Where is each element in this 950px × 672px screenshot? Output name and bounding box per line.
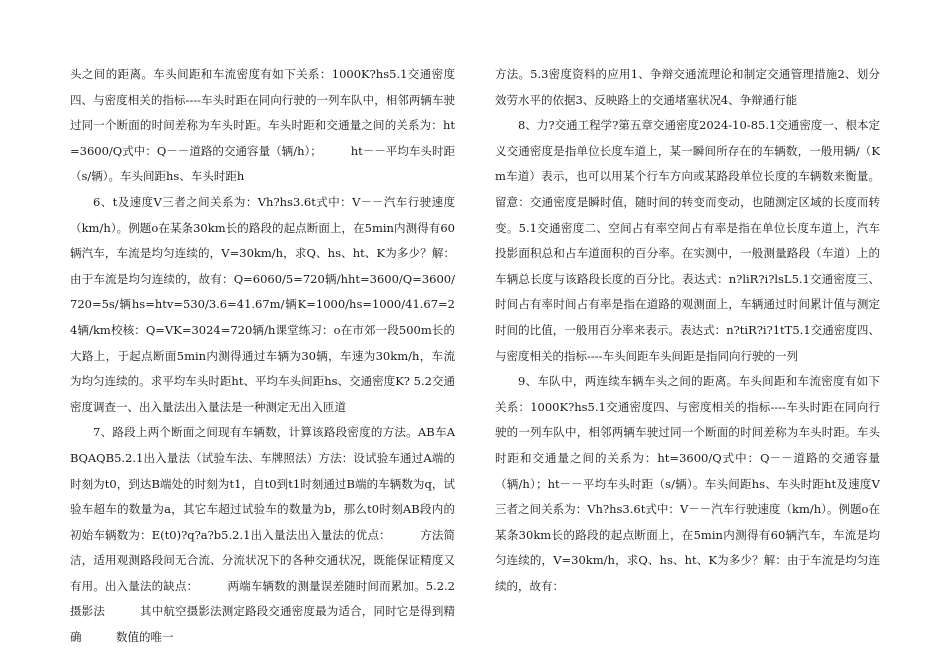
right-column [495,62,880,599]
paragraph-item-9-headway: 9、车队中，两连续车辆车头之间的距离。车头间距和车流密度有如下关系：1000K?hs5.1交通密度四、与密度相关的指标----车头时距在同向行驶的一列车队中，相邻两辆车驶过同一个断面的时间差称为车头时距。车头时距和交通量之间的关系为：ht=3600/Q式中：Q－－道路的交通容量（辆/h）；ht－－平均车头时距（s/辆）。车头间距hs、车头时距ht及速度V三者之间关系为：Vh?hs3.6t式中：V－－汽车行驶速度（km/h）。例题o在某条30km长的路段的起点断面上，在5min内测得有60辆汽车，车流是均匀连续的，V=30km/h，求Q、hs、ht、K为多少？解：由于车流是均匀连续的，故有： [495,374,880,593]
paragraph-item-6-speed-example: 6、t及速度V三者之间关系为：Vh?hs3.6t式中：V－－汽车行驶速度（km/h）。例题o在某条30km长的路段的起点断面上，在5min内测得有60辆汽车，车流是均匀连续的，V=30km/h，求Q、hs、ht、K为多少？解：由于车流是均匀连续的，故有：Q=6060/5=720辆/hht=3600/Q=3600/720=5s/辆hs=htv=530/3.6=41.67m/辆K=1000/hs=1000/41.67=24辆/km校核：Q=VK=3024=720辆/h课堂练习：o在市郊一段500m长的大路上，于起点断面5min内测得通过车辆为30辆，车速为30km/h，车流为均匀连续的。求平均车头时距ht、平均车头间距hs、交通密度K? 5.2交通密度调查一、出入量法出入量法是一种测定无出入匝道 [70,194,455,414]
paragraph-density-applications: 方法。5.3密度资料的应用1、争辩交通流理论和制定交通管理措施2、划分效劳水平的依据3、反映路上的交通堵塞状况4、争辩通行能 [495,67,880,107]
paragraph-item-7-inflow-outflow: 7、路段上两个断面之间现有车辆数，计算该路段密度的方法。AB车ABQAQB5.2.1出入量法（试验车法、车牌照法）方法：设试验车通过A端的时刻为t0，到达B端处的时刻为t1，自t0到t1时刻通过B端的车辆数为q，试验车超车的数量为a，其它车超过试验车的数量为b，那么t0时刻AB段内的初始车辆数为：E(t0)?q?a?b5.2.1出入量法出入量法的优点： 方法简洁，适用观测路段间无合流、分流状况下的各种交通状况，既能保证精度又有用。出入量法的缺点： 两端车辆数的测量误差随时间而累加。5.2.2摄影法 其中航空摄影法测定路段交通密度最为适合，同时它是得到精确 数值的唯一 [70,425,455,645]
left-column [70,62,455,651]
paragraph-headway-relations: 头之间的距离。车头间距和车流密度有如下关系：1000K?hs5.1交通密度四、与密度相关的指标----车头时距在同向行驶的一列车队中，相邻两辆车驶过同一个断面的时间差称为车头时距。车头时距和交通量之间的关系为：ht=3600/Q式中：Q－－道路的交通容量（辆/h）； ht－－平均车头时距（s/辆）。车头间距hs、车头时距h [70,67,455,184]
paragraph-item-8-density-definition: 8、力?交通工程学?第五章交通密度2024-10-85.1交通密度一、根本定义交通密度是指单位长度车道上，某一瞬间所存在的车辆数，一般用辆/（Km车道）表示，也可以用某个行车方向或某路段单位长度的车辆数来衡量。留意：交通密度是瞬时值，随时间的转变而变动，也随测定区域的长度而转变。5.1交通密度二、空间占有率空间占有率是指在单位长度车道上，汽车投影面积总和占车道面积的百分率。在实测中，一般测量路段（车道）上的车辆总长度与该路段长度的百分比。表达式：n?liR?i?lsL5.1交通密度三、时间占有率时间占有率是指在道路的观测面上，车辆通过时间累计值与测定时间的比值，一般用百分率来表示。表达式：n?tiR?i?1tT5.1交通密度四、与密度相关的指标----车头间距车头间距是指同向行驶的一列 [495,118,880,363]
